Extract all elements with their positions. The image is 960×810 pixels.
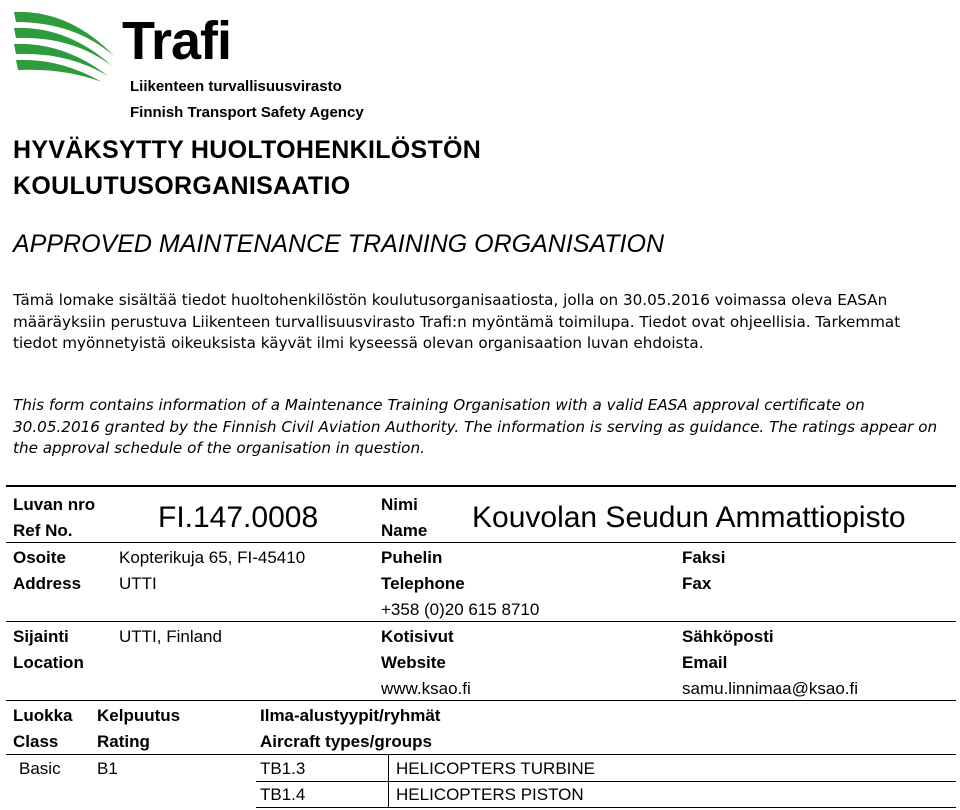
email-label-en: Email (682, 653, 728, 672)
address-label-fi: Osoite (13, 548, 66, 567)
location-label-en: Location (13, 653, 84, 672)
phone-label-en: Telephone (381, 574, 465, 593)
website-label-en: Website (381, 653, 446, 672)
table-bottom-border (256, 807, 956, 808)
email-link[interactable]: samu.linnimaa@ksao.fi (682, 679, 858, 698)
ref-label-fi: Luvan nro (13, 495, 96, 514)
page-title-line2: KOULUTUSORGANISAATIO (13, 172, 351, 200)
row-class: Basic (19, 759, 61, 778)
location-value: UTTI, Finland (119, 627, 222, 646)
page-title-line1: HYVÄKSYTTY HUOLTOHENKILÖSTÖN (13, 136, 482, 164)
row-type-name: HELICOPTERS PISTON (396, 785, 584, 804)
email-label-fi: Sähköposti (682, 627, 774, 646)
intro-text-en: This form contains information of a Maintenance Training Organisation with a valid EASA approval certificate on 30.05.2016 granted by the Finnish Civil Aviation Authority. The information is serving as guidance. The ratings appear on the approval schedule of the organisation in question. (13, 396, 938, 457)
phone-value: +358 (0)20 615 8710 (381, 600, 540, 619)
name-label-en: Name (381, 521, 428, 540)
types-column-divider (388, 754, 389, 807)
location-label-fi: Sijainti (13, 627, 69, 646)
website-label-fi: Kotisivut (381, 627, 454, 646)
trafi-swoosh-logo-icon (10, 4, 130, 84)
fax-label-fi: Faksi (682, 548, 726, 567)
row-rating: B1 (97, 759, 118, 778)
name-value: Kouvolan Seudun Ammattiopisto (472, 501, 906, 534)
page-subtitle: APPROVED MAINTENANCE TRAINING ORGANISATION (13, 230, 665, 258)
logo-line-en: Finnish Transport Safety Agency (130, 104, 364, 121)
fax-label-en: Fax (682, 574, 712, 593)
ref-value: FI.147.0008 (158, 501, 319, 534)
rating-label-en: Rating (97, 732, 150, 751)
address-label-en: Address (13, 574, 82, 593)
ref-label-en: Ref No. (13, 521, 73, 540)
logo-line-fi: Liikenteen turvallisuusvirasto (130, 78, 342, 95)
table-top-border (6, 485, 956, 487)
types-label-fi: Ilma-alustyypit/ryhmät (260, 706, 441, 725)
intro-text-fi: Tämä lomake sisältää tiedot huoltohenkilöstön koulutusorganisaatiosta, jolla on 30.05.2016 voimassa oleva EASAn määräyksiin perustuva Liikenteen turvallisuusvirasto Trafi:n myöntämä toimilupa. Tiedot ovat ohjeellisia. Tarkemmat tiedot myönnetyistä oikeuksista käyvät ilmi kyseessä olevan organisaation luvan ehdoista. (13, 291, 901, 352)
table-divider-5 (256, 781, 956, 782)
rating-label-fi: Kelpuutus (97, 706, 181, 725)
row-type-name: HELICOPTERS TURBINE (396, 759, 596, 778)
website-link[interactable]: www.ksao.fi (381, 679, 471, 698)
name-label-fi: Nimi (381, 495, 418, 514)
class-label-fi: Luokka (13, 706, 73, 725)
class-label-en: Class (13, 732, 59, 751)
phone-label-fi: Puhelin (381, 548, 443, 567)
address-line2: UTTI (119, 574, 157, 593)
logo-wordmark: Trafi (122, 11, 232, 71)
row-type-code: TB1.3 (260, 759, 306, 778)
row-type-code: TB1.4 (260, 785, 306, 804)
address-line1: Kopterikuja 65, FI-45410 (119, 548, 306, 567)
types-label-en: Aircraft types/groups (260, 732, 432, 751)
table-divider-1 (6, 542, 956, 543)
